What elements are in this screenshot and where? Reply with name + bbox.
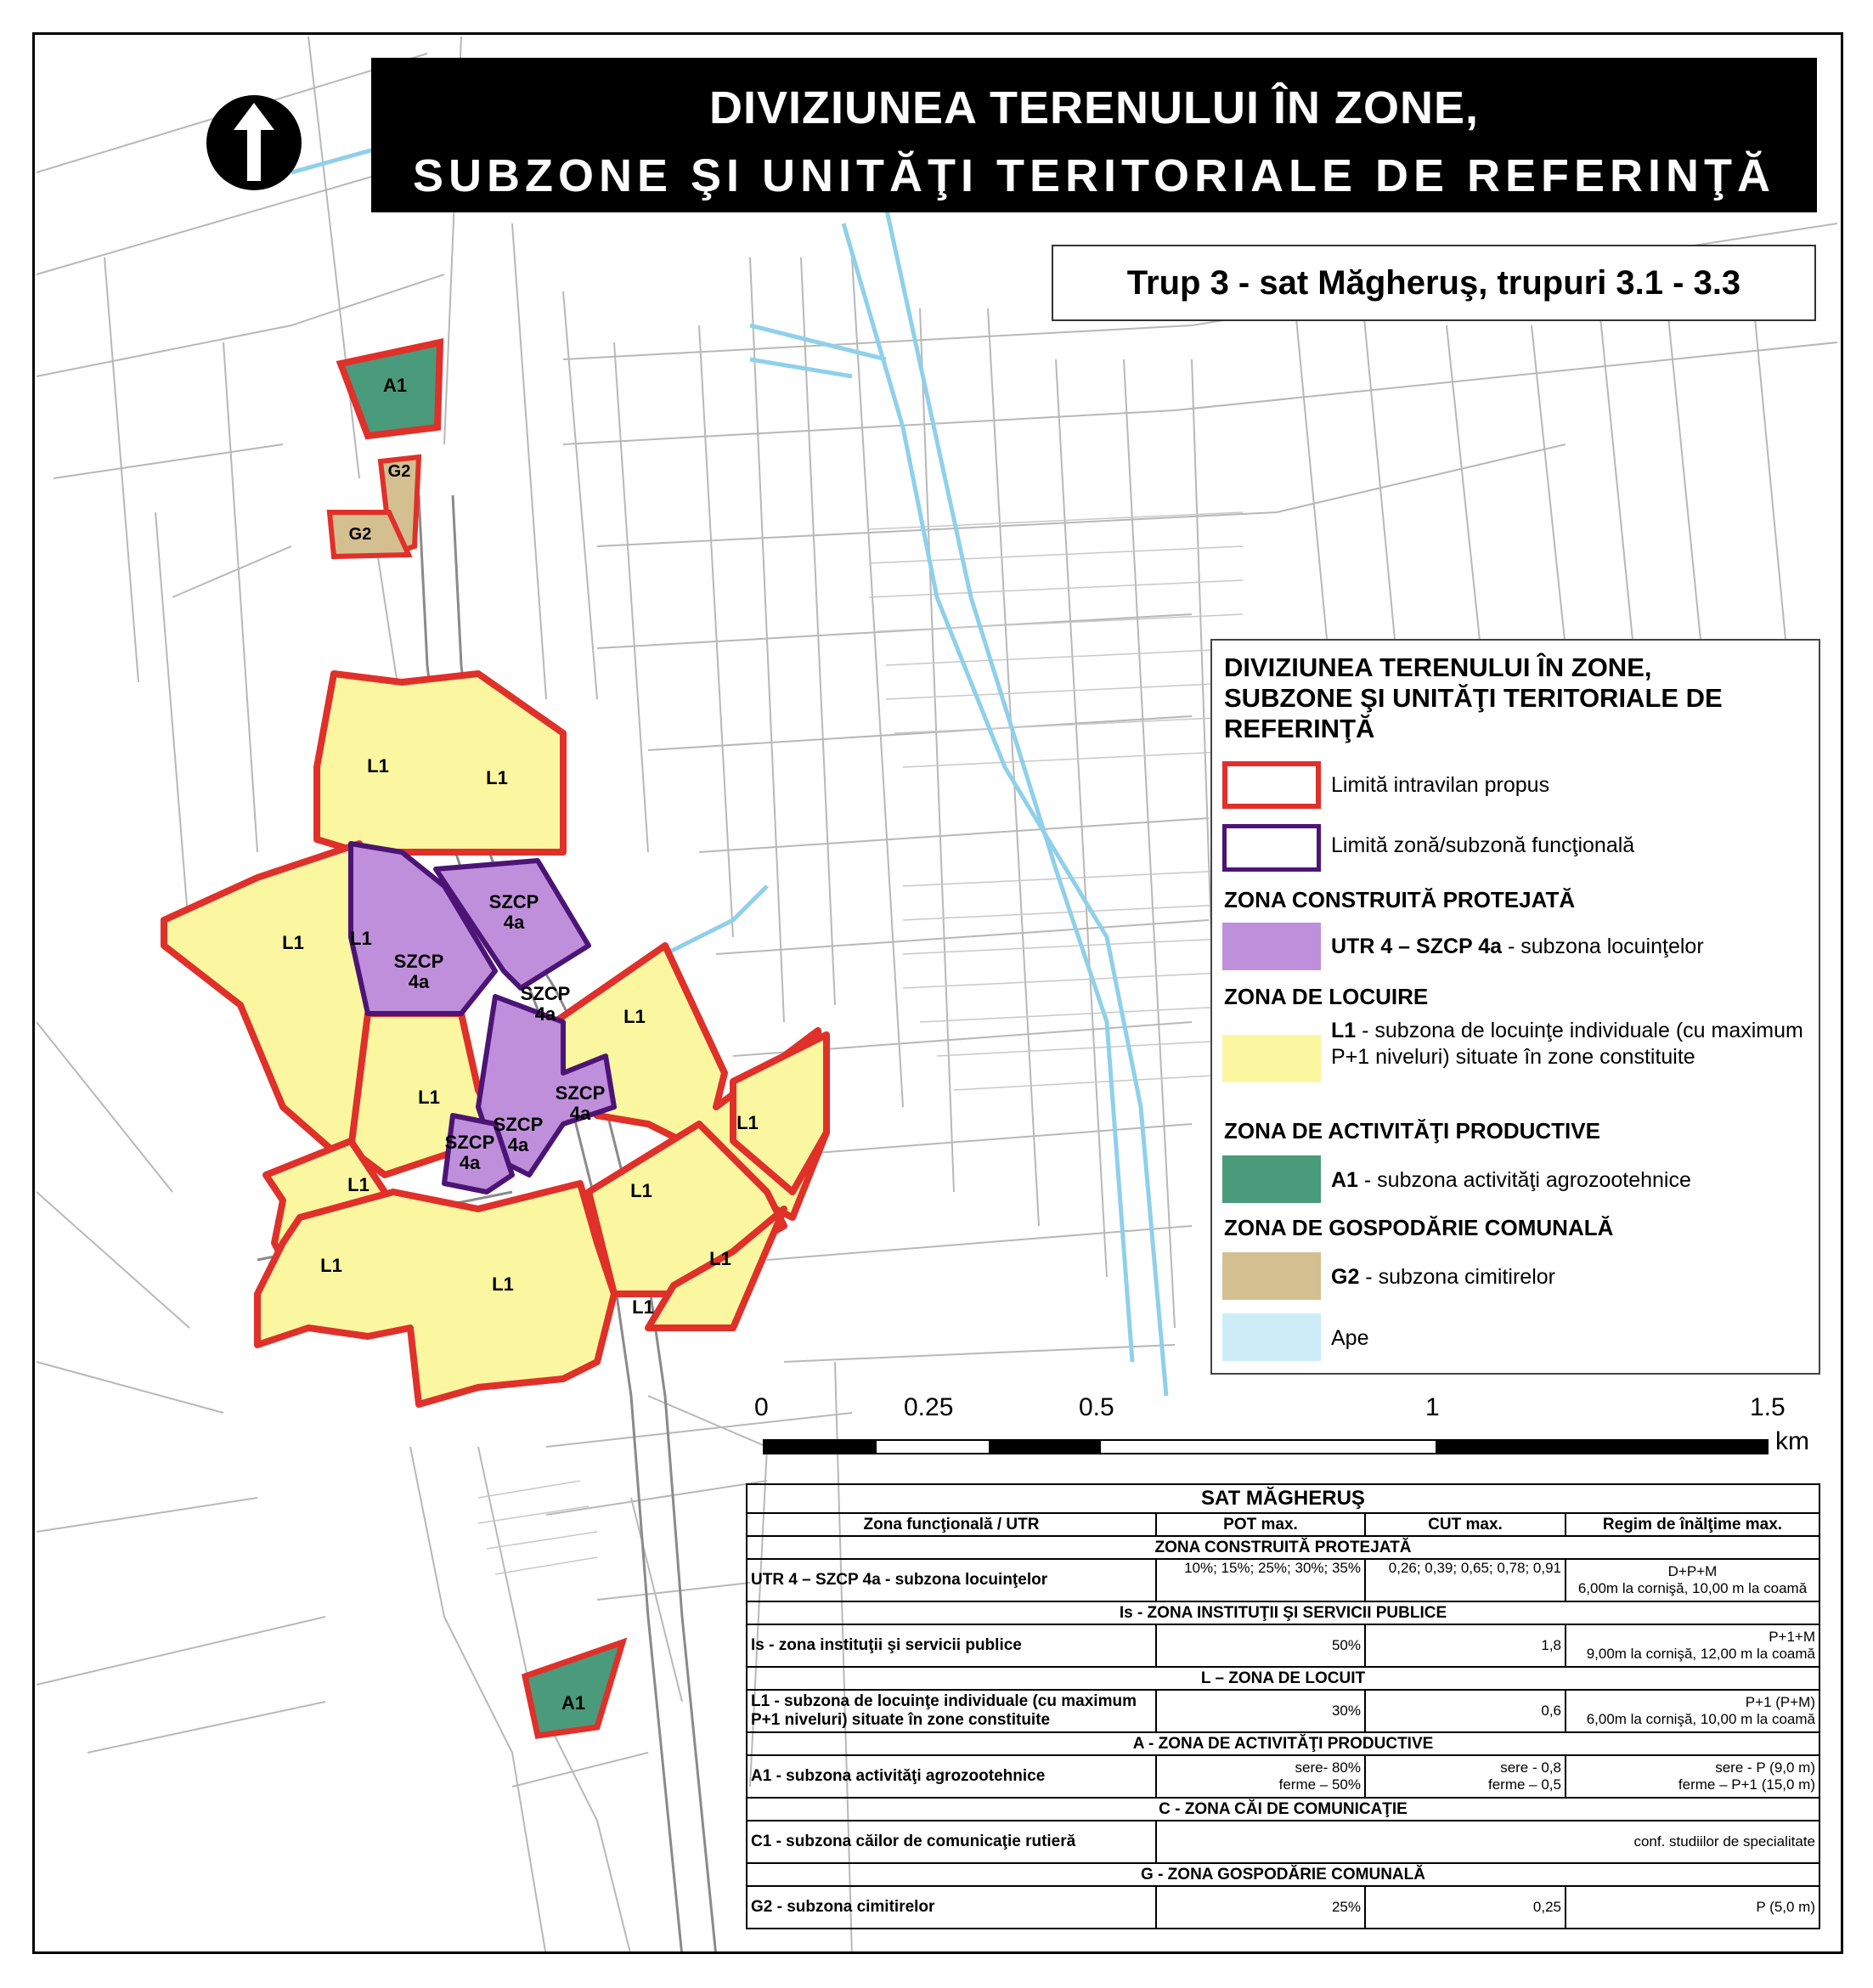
- row-g2-name: G2 - subzona cimitirelor: [747, 1886, 1156, 1929]
- scale-unit: km: [1775, 1427, 1809, 1455]
- row-c1-name: C1 - subzona căilor de comunicaţie rutieră: [747, 1821, 1156, 1863]
- legend-a1-desc: - subzona activităţi agrozootehnice: [1357, 1168, 1691, 1192]
- row-szcp-cut: 0,26; 0,39; 0,65; 0,78; 0,91: [1365, 1559, 1566, 1601]
- map-title-box: [371, 58, 1817, 212]
- l1-north-zone: [317, 674, 563, 852]
- section-g: G - ZONA GOSPODĂRIE COMUNALĂ: [747, 1863, 1819, 1886]
- legend-szcp-code: UTR 4 – SZCP 4a: [1331, 935, 1503, 958]
- a1-south-zone: [525, 1642, 623, 1736]
- label-l1-s: L1: [492, 1274, 514, 1295]
- legend-g2-label: [1331, 1264, 1807, 1291]
- label-szcp-c2: SZCP 4a: [555, 1082, 606, 1124]
- legend-a1-label: [1331, 1167, 1807, 1194]
- scale-tick-15: 1.5: [1750, 1393, 1786, 1421]
- row-g2-pot: 25%: [1156, 1886, 1365, 1929]
- row-l1-name-2: P+1 niveluri) situate în zone constituite: [751, 1711, 1051, 1729]
- section-c: C - ZONA CĂI DE COMUNICAŢIE: [747, 1798, 1819, 1821]
- label-l1-se3: L1: [632, 1296, 654, 1318]
- row-a1-regim-1: sere - P (9,0 m): [1715, 1759, 1815, 1776]
- table-row: [747, 1821, 1819, 1863]
- table-row: [747, 1690, 1819, 1732]
- legend-swatch-intravilan: [1222, 761, 1321, 809]
- legend-szcp-desc: - subzona locuinţelor: [1502, 935, 1704, 958]
- label-szcp-ne: SZCP 4a: [488, 891, 539, 933]
- label-l1-se1: L1: [630, 1180, 652, 1201]
- legend-section-locuire: ZONA DE LOCUIRE: [1224, 984, 1429, 1009]
- label-l1-w: L1: [282, 932, 304, 953]
- label-l1-e: L1: [623, 1006, 646, 1027]
- col-regim: Regim de înălţime max.: [1566, 1513, 1819, 1536]
- scale-bar: [748, 1393, 1835, 1478]
- label-l1-sw1: L1: [347, 1174, 370, 1195]
- row-a1-pot-2: ferme – 50%: [1278, 1776, 1361, 1793]
- row-szcp-regim-2: 6,00m la cornişă, 10,00 m la coamă: [1577, 1580, 1808, 1596]
- label-l1-sw2: L1: [320, 1255, 342, 1276]
- scale-tick-025: 0.25: [904, 1393, 954, 1421]
- l1-south-zone: [257, 1183, 614, 1404]
- legend-szcp-label: [1331, 934, 1807, 960]
- row-is-regim: [1566, 1624, 1819, 1667]
- table-row: [747, 1559, 1819, 1601]
- label-l1-w2: L1: [350, 928, 372, 949]
- label-g2-west: G2: [348, 525, 372, 544]
- row-l1-pot: 30%: [1156, 1690, 1365, 1732]
- row-szcp-regim: [1566, 1559, 1819, 1601]
- row-l1-name-1: L1 - subzona de locuinţe individuale (cu maximum: [751, 1692, 1137, 1710]
- row-g2-regim: P (5,0 m): [1566, 1886, 1819, 1929]
- row-g2-cut: 0,25: [1365, 1886, 1566, 1929]
- legend-l1-desc: - subzona de locuinţe individuale (cu maximum P+1 niveluri) situate în zone constituite: [1331, 1019, 1803, 1069]
- row-szcp-regim-1: D+P+M: [1667, 1563, 1718, 1579]
- scale-tick-0: 0: [754, 1393, 769, 1421]
- row-a1-cut-2: ferme – 0,5: [1488, 1776, 1561, 1793]
- row-is-regim-1: P+1+M: [1769, 1629, 1815, 1645]
- legend-swatch-ape: [1222, 1313, 1321, 1361]
- scale-seg-1: [764, 1441, 877, 1453]
- row-l1-regim-2: 6,00m la cornişă, 10,00 m la coamă: [1586, 1711, 1815, 1727]
- label-l1-c: L1: [418, 1087, 440, 1108]
- col-pot: POT max.: [1156, 1513, 1365, 1536]
- label-szcp-c3: SZCP 4a: [493, 1114, 544, 1155]
- row-szcp-name: UTR 4 – SZCP 4a - subzona locuinţelor: [747, 1559, 1156, 1601]
- table-header-row: [747, 1513, 1819, 1536]
- row-is-pot: 50%: [1156, 1624, 1365, 1667]
- scale-bar-graphic: [763, 1439, 1769, 1454]
- legend-g2-desc: - subzona cimitirelor: [1359, 1265, 1555, 1289]
- label-l1-se2: L1: [709, 1248, 731, 1269]
- row-is-cut: 1,8: [1365, 1624, 1566, 1667]
- row-a1-name: A1 - subzona activităţi agrozootehnice: [747, 1755, 1156, 1798]
- row-l1-regim: [1566, 1690, 1819, 1732]
- row-a1-pot: [1156, 1755, 1365, 1798]
- table-title: SAT MĂGHERUŞ: [747, 1484, 1819, 1513]
- row-c1-regim: conf. studiilor de specialitate: [1156, 1821, 1819, 1863]
- label-szcp-c1: SZCP 4a: [520, 983, 571, 1025]
- legend-section-gospodarie: ZONA DE GOSPODĂRIE COMUNALĂ: [1224, 1215, 1614, 1240]
- row-is-regim-2: 9,00m la cornişă, 12,00 m la coamă: [1586, 1646, 1815, 1662]
- col-cut: CUT max.: [1365, 1513, 1566, 1536]
- map-title-line2: SUBZONE ŞI UNITĂŢI TERITORIALE DE REFERINŢĂ: [412, 150, 1776, 201]
- row-a1-cut: [1365, 1755, 1566, 1798]
- label-szcp-c4: SZCP 4a: [444, 1132, 495, 1173]
- legend-swatch-a1: [1222, 1155, 1321, 1203]
- table-row: [747, 1624, 1819, 1667]
- row-l1-regim-1: P+1 (P+M): [1745, 1694, 1815, 1710]
- col-zona: Zona funcţională / UTR: [747, 1513, 1156, 1536]
- row-a1-pot-1: sere- 80%: [1295, 1759, 1361, 1776]
- scale-seg-5: [1436, 1441, 1767, 1453]
- legend-section-productive: ZONA DE ACTIVITĂŢI PRODUCTIVE: [1224, 1118, 1600, 1144]
- north-arrow-icon: [206, 95, 302, 190]
- legend-a1-code: A1: [1331, 1168, 1358, 1192]
- section-l: L – ZONA DE LOCUIT: [747, 1667, 1819, 1690]
- scale-seg-3: [989, 1441, 1101, 1453]
- legend-zona-label: Limită zonă/subzonă funcţională: [1331, 833, 1635, 857]
- legend-ape-label: Ape: [1331, 1326, 1369, 1350]
- label-a1-north: A1: [382, 375, 408, 396]
- legend-title: DIVIZIUNEA TERENULUI ÎN ZONE, SUBZONE ŞI UNITĂŢI TERITORIALE DE REFERINŢĂ: [1224, 652, 1723, 743]
- table-row: [747, 1755, 1819, 1798]
- label-g2-north: G2: [387, 462, 411, 481]
- row-a1-regim-2: ferme – P+1 (15,0 m): [1678, 1776, 1815, 1793]
- label-l1-nw: L1: [367, 755, 389, 777]
- legend-swatch-zona: [1222, 824, 1321, 872]
- map-legend: [1210, 639, 1820, 1375]
- label-l1-e2: L1: [736, 1112, 759, 1133]
- row-is-name: Is - zona instituţii şi servicii publice: [747, 1624, 1156, 1667]
- legend-swatch-g2: [1222, 1252, 1321, 1300]
- section-protejata: ZONA CONSTRUITĂ PROTEJATĂ: [747, 1536, 1819, 1559]
- map-title-line1: DIVIZIUNEA TERENULUI ÎN ZONE,: [708, 82, 1480, 133]
- row-a1-cut-1: sere - 0,8: [1500, 1759, 1561, 1776]
- legend-l1-code: L1: [1331, 1019, 1357, 1042]
- section-a: A - ZONA DE ACTIVITĂŢI PRODUCTIVE: [747, 1732, 1819, 1755]
- label-l1-n: L1: [486, 767, 508, 788]
- map-subtitle: Trup 3 - sat Măgheruş, trupuri 3.1 - 3.3: [1052, 245, 1816, 321]
- legend-swatch-l1: [1222, 1035, 1321, 1082]
- legend-intravilan-label: Limită intravilan propus: [1331, 773, 1550, 797]
- legend-swatch-szcp: [1222, 923, 1321, 970]
- row-a1-regim: [1566, 1755, 1819, 1798]
- regulations-table: [746, 1483, 1820, 1929]
- table-row: [747, 1886, 1819, 1929]
- legend-l1-label: [1331, 1018, 1807, 1070]
- legend-g2-code: G2: [1331, 1265, 1360, 1289]
- row-l1-name: [747, 1690, 1156, 1732]
- scale-tick-05: 0.5: [1079, 1393, 1114, 1421]
- legend-section-protejata: ZONA CONSTRUITĂ PROTEJATĂ: [1224, 887, 1576, 912]
- row-l1-cut: 0,6: [1365, 1690, 1566, 1732]
- scale-tick-1: 1: [1425, 1393, 1440, 1421]
- label-a1-south: A1: [561, 1692, 586, 1714]
- section-is: Is - ZONA INSTITUŢII ŞI SERVICII PUBLICE: [747, 1601, 1819, 1624]
- row-szcp-pot: 10%; 15%; 25%; 30%; 35%: [1156, 1559, 1365, 1601]
- label-szcp-w: SZCP 4a: [393, 951, 444, 992]
